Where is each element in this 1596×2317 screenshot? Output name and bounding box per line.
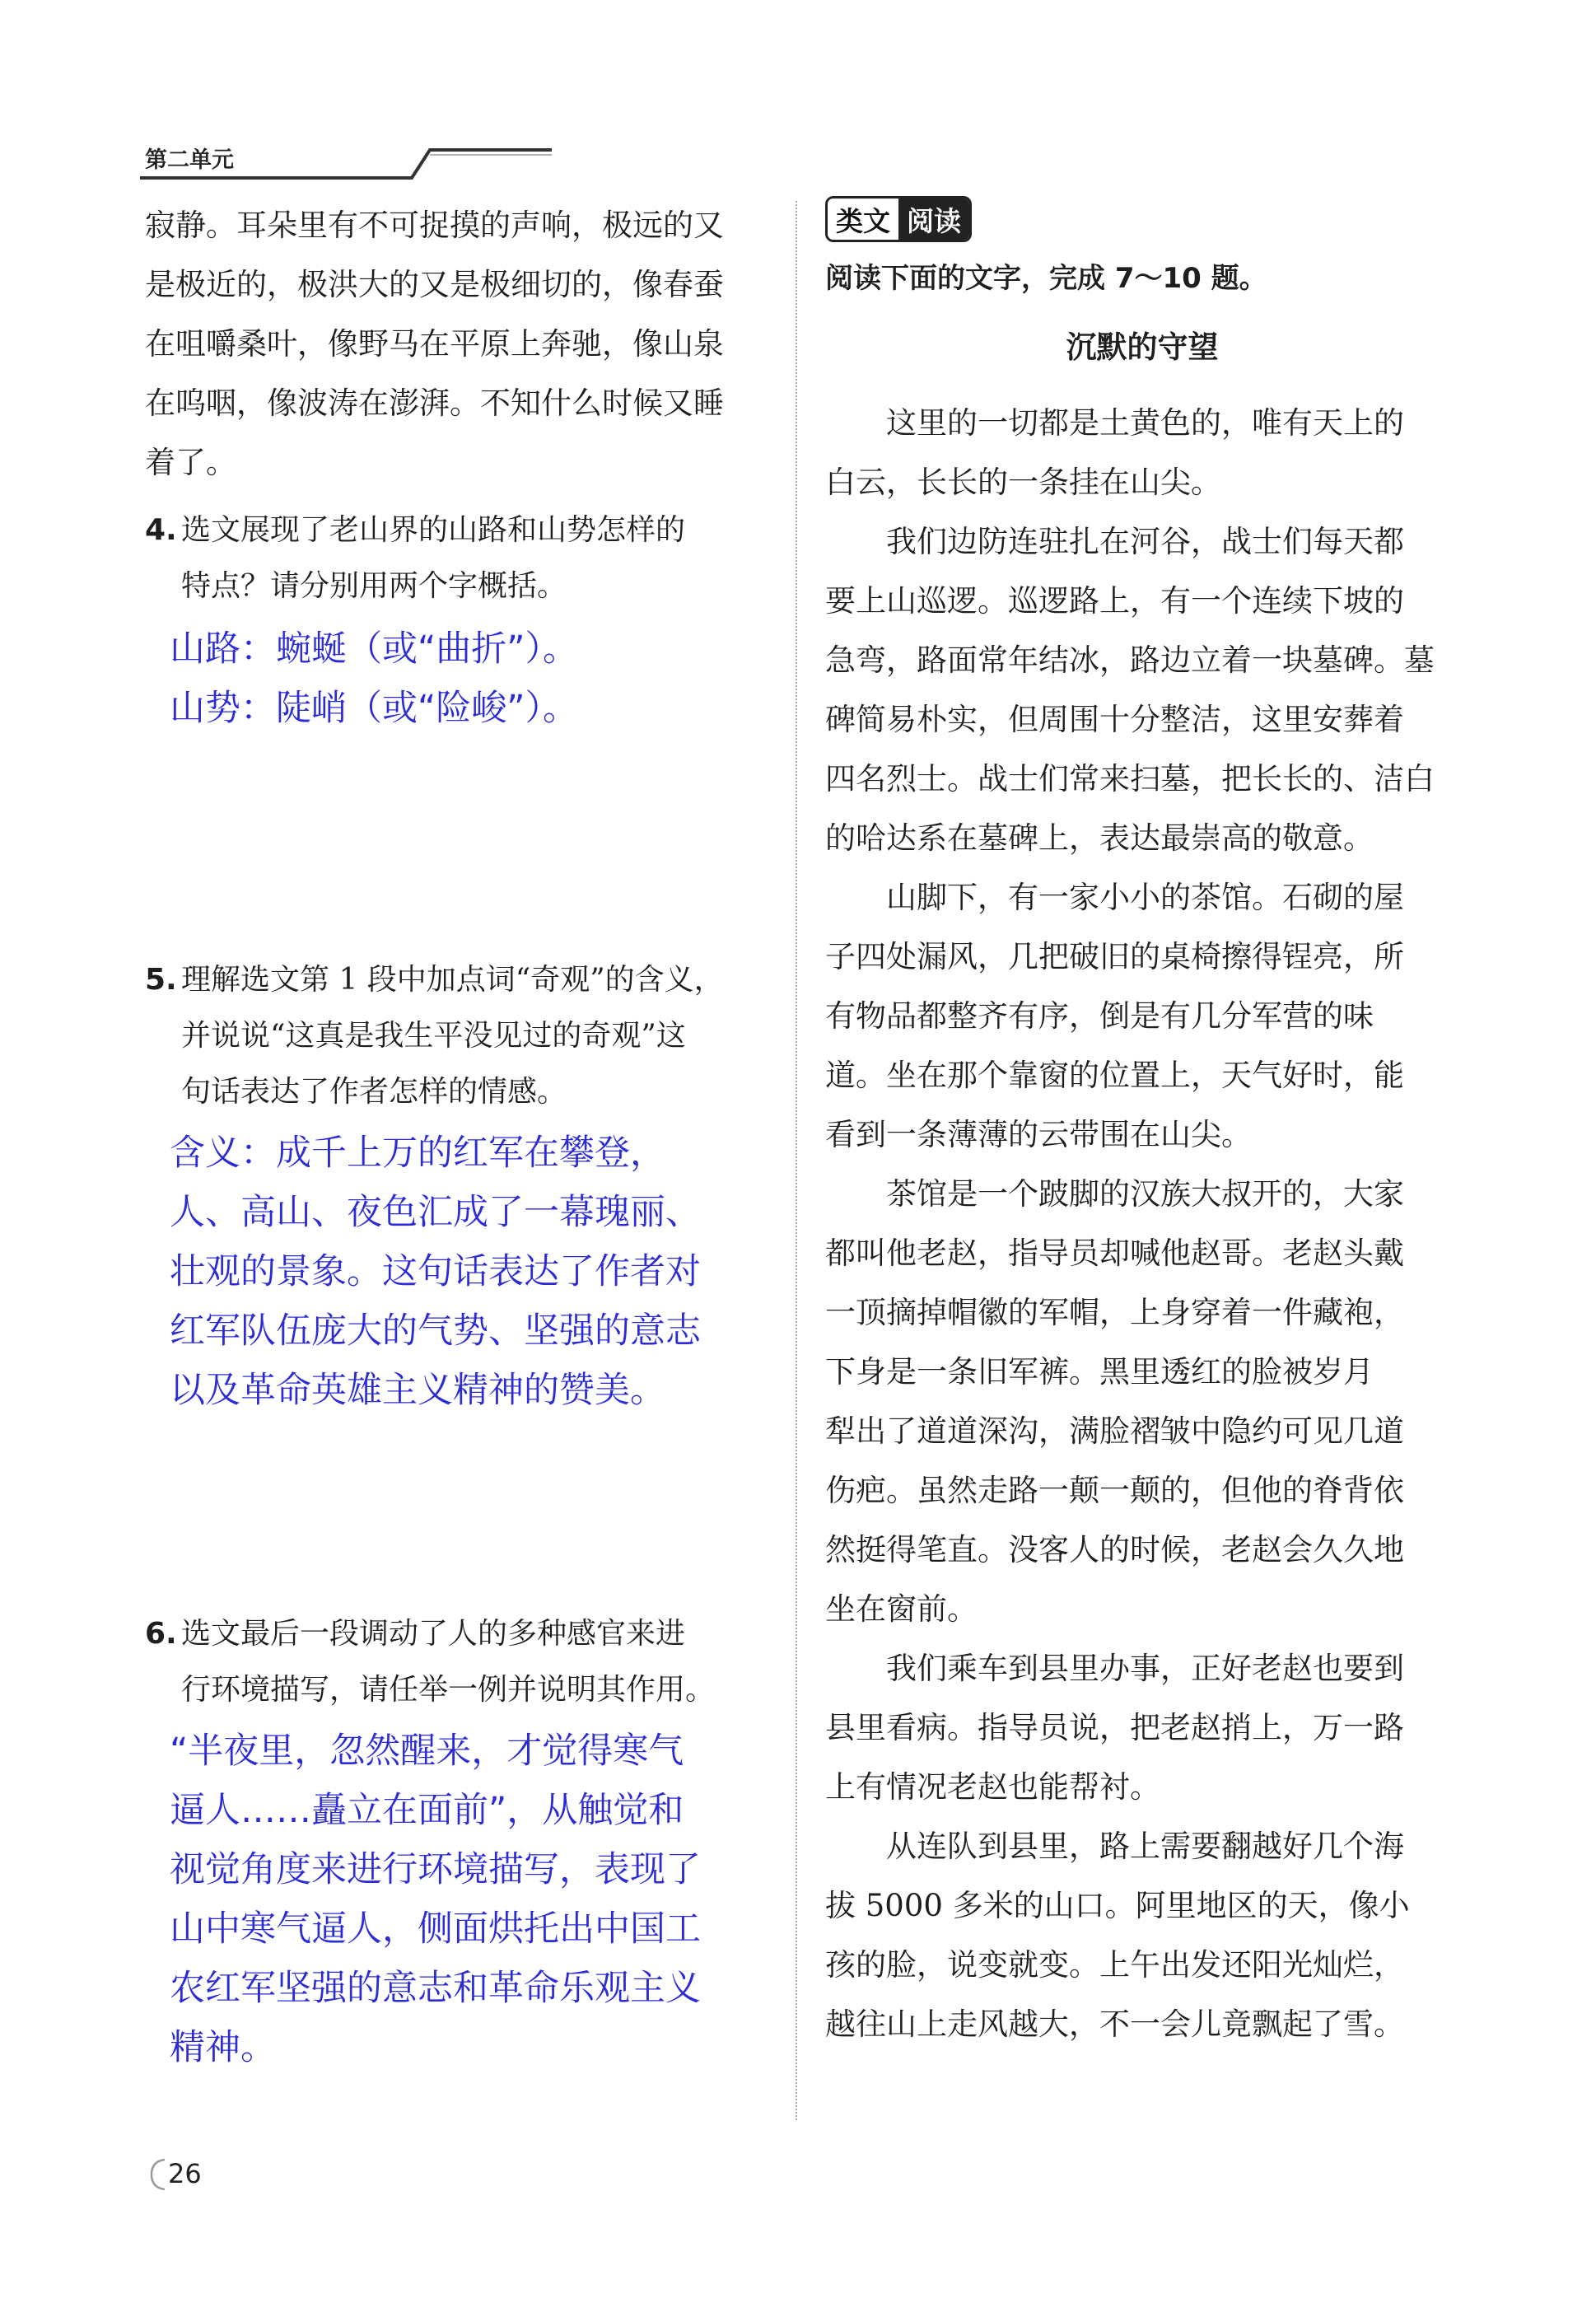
question-line: 句话表达了作者怎样的情感。 bbox=[181, 1075, 567, 1109]
article-line: 我们边防连驻扎在河谷，战士们每天都 bbox=[886, 524, 1404, 559]
question-number: 4. bbox=[145, 513, 177, 547]
answer-line: 山路：蜿蜒（或“曲折”）。 bbox=[170, 628, 579, 670]
right-column bbox=[825, 196, 1459, 2054]
article-line: 县里看病。指导员说，把老赵捎上，万一路 bbox=[825, 1710, 1404, 1745]
left-column bbox=[145, 196, 771, 2077]
question-line: 选文展现了老山界的山路和山势怎样的 bbox=[181, 513, 686, 547]
answer-4 bbox=[145, 619, 771, 738]
question-number: 5. bbox=[145, 963, 177, 997]
article-line: 我们乘车到县里办事，正好老赵也要到 bbox=[886, 1651, 1404, 1686]
badge-part1: 类文 bbox=[828, 199, 898, 240]
passage-line: 着了。 bbox=[145, 445, 236, 480]
article-line: 都叫他老赵，指导员却喊他赵哥。老赵头戴 bbox=[825, 1236, 1404, 1271]
question-6 bbox=[145, 1606, 771, 2077]
answer-line: 红军队伍庞大的气势、坚强的意志 bbox=[170, 1310, 701, 1352]
article-paragraph bbox=[825, 1165, 1459, 1639]
page-number-text: 26 bbox=[168, 2158, 202, 2189]
article-line: 四名烈士。战士们常来扫墓，把长长的、洁白 bbox=[825, 761, 1435, 796]
question-line: 选文最后一段调动了人的多种感官来进 bbox=[181, 1617, 686, 1651]
answer-line: 逼人……矗立在面前”，从触觉和 bbox=[170, 1790, 684, 1831]
answer-6 bbox=[145, 1721, 771, 2077]
answer-line: 含义：成千上万的红军在攀登， bbox=[170, 1133, 665, 1174]
column-divider bbox=[796, 201, 797, 2120]
article-line: 的哈达系在墓碑上，表达最崇高的敬意。 bbox=[825, 820, 1374, 856]
answer-line: 以及革命英雄主义精神的赞美。 bbox=[170, 1370, 665, 1411]
answer-line: 山势：陡峭（或“险峻”）。 bbox=[170, 688, 579, 729]
article-line: 犁出了道道深沟，满脸褶皱中隐约可见几道 bbox=[825, 1413, 1404, 1449]
article-line: 急弯，路面常年结冰，路边立着一块墓碑。墓 bbox=[825, 642, 1435, 678]
article-body bbox=[825, 394, 1459, 2054]
article-line: 伤疤。虽然走路一颠一颠的，但他的脊背依 bbox=[825, 1473, 1404, 1508]
question-4 bbox=[145, 502, 771, 738]
article-paragraph bbox=[825, 1639, 1459, 1817]
question-line: 特点？请分别用两个字概括。 bbox=[181, 569, 567, 603]
answer-line: 农红军坚强的意志和革命乐观主义 bbox=[170, 1968, 701, 2009]
page-number bbox=[147, 2156, 221, 2193]
passage-line: 寂静。耳朵里有不可捉摸的声响，极远的又 bbox=[145, 208, 724, 243]
article-line: 越往山上走风越大，不一会儿竟飘起了雪。 bbox=[825, 2006, 1404, 2042]
passage-line: 在咀嚼桑叶，像野马在平原上奔驰，像山泉 bbox=[145, 326, 724, 362]
article-line: 下身是一条旧军裤。黑里透红的脸被岁月 bbox=[825, 1354, 1374, 1390]
answer-line: “半夜里，忽然醒来，才觉得寒气 bbox=[170, 1731, 684, 1772]
article-title: 沉默的守望 bbox=[1066, 329, 1219, 365]
article-line: 一顶摘掉帽徽的军帽，上身穿着一件藏袍， bbox=[825, 1295, 1404, 1330]
answer-5 bbox=[145, 1123, 771, 1420]
article-paragraph bbox=[825, 394, 1459, 512]
badge-part2: 阅读 bbox=[898, 199, 969, 240]
answer-line: 人、高山、夜色汇成了一幕瑰丽、 bbox=[170, 1192, 701, 1233]
article-line: 有物品都整齐有序，倒是有几分军营的味 bbox=[825, 998, 1374, 1034]
article-line: 这里的一切都是土黄色的，唯有天上的 bbox=[886, 405, 1404, 441]
article-line: 然挺得笔直。没客人的时候，老赵会久久地 bbox=[825, 1532, 1404, 1567]
article-line: 拔 5000 多米的山口。阿里地区的天，像小 bbox=[825, 1888, 1410, 1923]
article-line: 子四处漏风，几把破旧的桌椅擦得锃亮，所 bbox=[825, 939, 1404, 974]
question-line: 理解选文第 1 段中加点词“奇观”的含义， bbox=[181, 963, 724, 997]
article-paragraph bbox=[825, 868, 1459, 1165]
article-line: 道。坐在那个靠窗的位置上，天气好时，能 bbox=[825, 1058, 1404, 1093]
question-line: 并说说“这真是我生平没见过的奇观”这 bbox=[181, 1019, 686, 1053]
article-line: 从连队到县里，路上需要翻越好几个海 bbox=[886, 1829, 1404, 1864]
question-line: 行环境描写，请任举一例并说明其作用。 bbox=[181, 1673, 716, 1707]
article-line: 看到一条薄薄的云带围在山尖。 bbox=[825, 1117, 1252, 1152]
answer-line: 精神。 bbox=[170, 2027, 276, 2068]
question-number: 6. bbox=[145, 1617, 177, 1651]
article-line: 孩的脸，说变就变。上午出发还阳光灿烂， bbox=[825, 1947, 1404, 1983]
unit-title: 第二单元 bbox=[145, 147, 234, 173]
article-line: 坐在窗前。 bbox=[825, 1591, 978, 1627]
passage-line: 在呜咽，像波涛在澎湃。不知什么时候又睡 bbox=[145, 385, 724, 421]
question-5 bbox=[145, 952, 771, 1420]
article-line: 山脚下，有一家小小的茶馆。石砌的屋 bbox=[886, 880, 1404, 915]
article-line: 上有情况老赵也能帮衬。 bbox=[825, 1769, 1160, 1805]
article-line: 碑简易朴实，但周围十分整洁，这里安葬着 bbox=[825, 702, 1404, 737]
answer-line: 山中寒气逼人，侧面烘托出中国工 bbox=[170, 1908, 701, 1950]
passage-excerpt bbox=[145, 196, 771, 493]
article-line: 白云，长长的一条挂在山尖。 bbox=[825, 465, 1221, 500]
reading-instruction: 阅读下面的文字，完成 7～10 题。 bbox=[825, 262, 1267, 295]
article-line: 茶馆是一个跛脚的汉族大叔开的，大家 bbox=[886, 1176, 1404, 1212]
article-paragraph bbox=[825, 1817, 1459, 2054]
answer-line: 视觉角度来进行环境描写，表现了 bbox=[170, 1849, 701, 1890]
article-line: 要上山巡逻。巡逻路上，有一个连续下坡的 bbox=[825, 583, 1404, 619]
answer-line: 壮观的景象。这句话表达了作者对 bbox=[170, 1251, 701, 1292]
passage-line: 是极近的，极洪大的又是极细切的，像春蚕 bbox=[145, 267, 724, 302]
section-badge bbox=[825, 196, 972, 242]
article-paragraph bbox=[825, 512, 1459, 868]
